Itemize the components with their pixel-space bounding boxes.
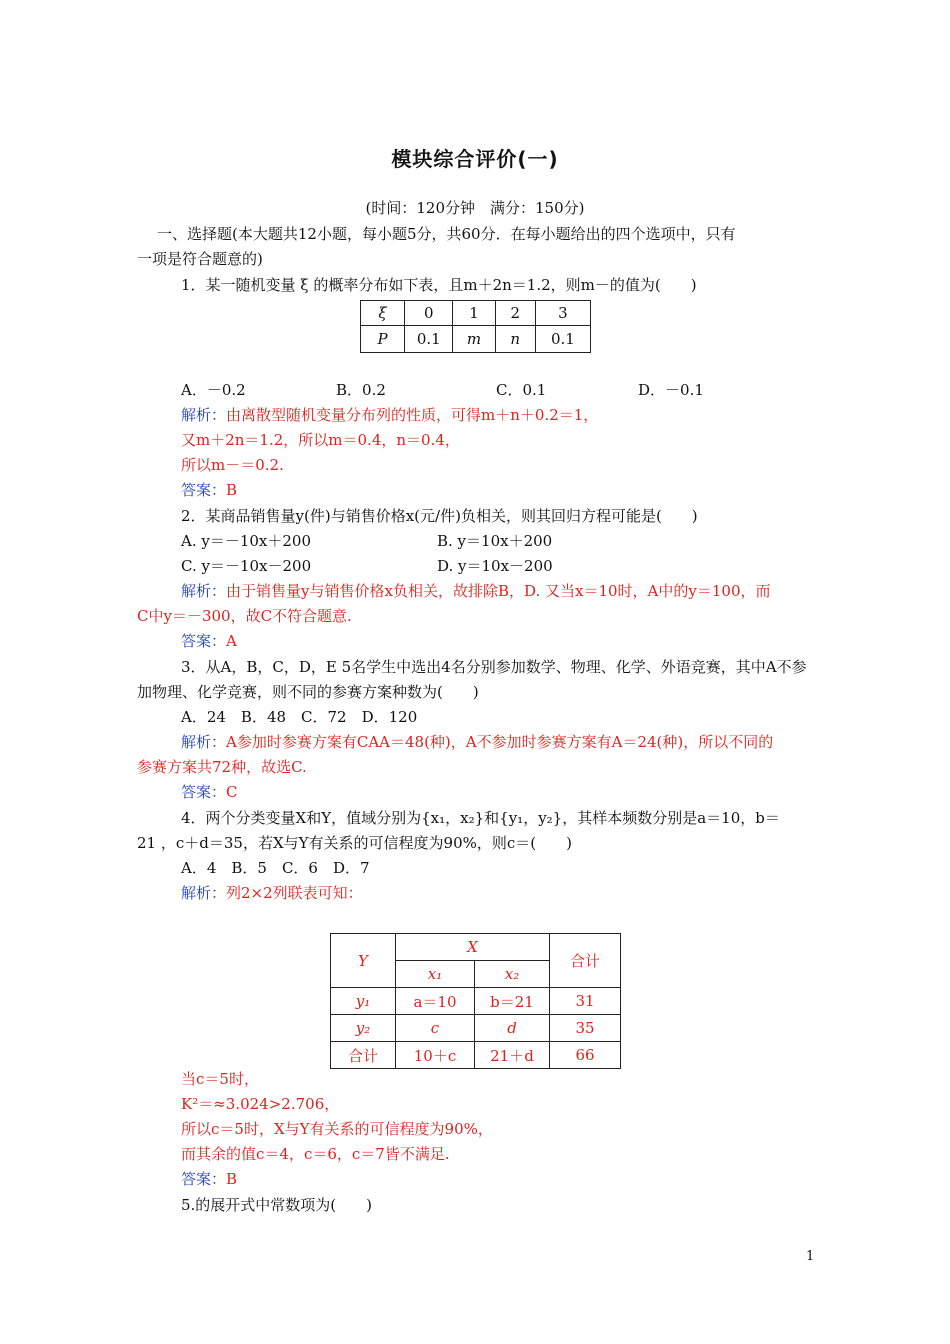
table-cell: 2 xyxy=(495,301,535,326)
table-cell: b＝21 xyxy=(475,988,550,1015)
q2-option-b: B. y＝10x＋200 xyxy=(437,532,553,550)
table-cell: 21＋d xyxy=(475,1042,550,1069)
q4-stem-cont: 21 ，c＋d＝35，若X与Y有关系的可信程度为90%，则c＝( ) xyxy=(137,834,572,852)
q2-stem: 2．某商品销售量y(件)与销售价格x(元/件)负相关，则其回归方程可能是( ) xyxy=(181,507,698,525)
table-cell: m xyxy=(453,326,495,353)
table-header-cell: 合计 xyxy=(550,934,621,988)
table-cell: 0 xyxy=(405,301,453,326)
answer-value: B xyxy=(226,1170,238,1188)
answer-value: A xyxy=(226,632,237,650)
table-cell: y₁ xyxy=(331,988,396,1015)
analysis-label: 解析： xyxy=(181,582,227,600)
table-cell: a＝10 xyxy=(396,988,475,1015)
analysis-label: 解析： xyxy=(181,733,227,751)
q4-contingency-table xyxy=(330,933,621,1069)
analysis-text: 当c＝5时， xyxy=(181,1070,259,1088)
table-cell: n xyxy=(495,326,535,353)
table-cell: 66 xyxy=(550,1042,621,1069)
q1-stem: 1．某一随机变量 ξ 的概率分布如下表，且m＋2n＝1.2，则m－的值为( ) xyxy=(181,276,697,294)
table-header-cell: x₁ xyxy=(396,961,475,988)
q2-option-d: D. y＝10x－200 xyxy=(437,557,553,575)
analysis-text: A参加时参赛方案有CAA＝48(种)，A不参加时参赛方案有A＝24(种)，所以不同的 xyxy=(226,733,774,751)
table-cell: ξ xyxy=(361,301,405,326)
q5-stem: 5.的展开式中常数项为( ) xyxy=(181,1196,373,1214)
table-header-cell: x₂ xyxy=(475,961,550,988)
analysis-text: 而其余的值c＝4，c＝6，c＝7皆不满足. xyxy=(181,1145,450,1163)
q4-stem: 4．两个分类变量X和Y，值域分别为{x₁，x₂}和{y₁，y₂}，其样本频数分别是a＝10，b＝ xyxy=(181,809,780,827)
time-score-note: (时间：120分钟 满分：150分) xyxy=(365,199,585,217)
q1-distribution-table xyxy=(360,300,591,353)
section-heading-line1: 一、选择题(本大题共12小题，每小题5分，共60分．在每小题给出的四个选项中，只有 xyxy=(157,225,736,243)
q3-stem: 3．从A，B，C，D，E 5名学生中选出4名分别参加数学、物理、化学、外语竞赛，其中A不参 xyxy=(181,658,807,676)
table-cell: 35 xyxy=(550,1015,621,1042)
table-header-cell: X xyxy=(396,934,550,961)
table-cell: 10＋c xyxy=(396,1042,475,1069)
table-cell: d xyxy=(475,1015,550,1042)
answer-label: 答案： xyxy=(181,1170,227,1188)
analysis-label: 解析： xyxy=(181,884,227,902)
answer-label: 答案： xyxy=(181,632,227,650)
q3-options: A．24 B．48 C．72 D．120 xyxy=(181,708,418,726)
table-cell: 31 xyxy=(550,988,621,1015)
table-corner-cell: Y xyxy=(331,934,396,988)
analysis-text: 所以c＝5时，X与Y有关系的可信程度为90%， xyxy=(181,1120,493,1138)
table-cell: P xyxy=(361,326,405,353)
analysis-text: 又m＋2n＝1.2，所以m＝0.4，n＝0.4， xyxy=(181,431,460,449)
q1-option-b: B．0.2 xyxy=(336,381,386,399)
analysis-text: 由于销售量y与销售价格x负相关，故排除B，D. 又当x＝10时，A中的y＝100，而 xyxy=(226,582,771,600)
analysis-label: 解析： xyxy=(181,406,227,424)
table-cell: 3 xyxy=(535,301,590,326)
answer-label: 答案： xyxy=(181,783,227,801)
answer-value: C xyxy=(226,783,238,801)
analysis-text: 由离散型随机变量分布列的性质，可得m＋n＋0.2＝1， xyxy=(226,406,599,424)
table-cell: 1 xyxy=(453,301,495,326)
table-cell: 合计 xyxy=(331,1042,396,1069)
q4-options: A．4 B．5 C．6 D．7 xyxy=(181,859,370,877)
analysis-text: 列2×2列联表可知： xyxy=(226,884,363,902)
answer-value: B xyxy=(226,481,238,499)
q1-option-a: A．－0.2 xyxy=(181,381,246,399)
answer-label: 答案： xyxy=(181,481,227,499)
q1-option-d: D．－0.1 xyxy=(638,381,704,399)
section-heading-line2: 一项是符合题意的) xyxy=(137,250,263,268)
table-cell: c xyxy=(396,1015,475,1042)
analysis-text: 所以m－＝0.2. xyxy=(181,456,284,474)
table-cell: y₂ xyxy=(331,1015,396,1042)
page-title: 模块综合评价(一) xyxy=(391,147,559,171)
analysis-text: K²＝≈3.024>2.706， xyxy=(181,1095,340,1113)
q2-option-c: C. y＝－10x－200 xyxy=(181,557,312,575)
page-number: 1 xyxy=(806,1249,815,1264)
q1-option-c: C．0.1 xyxy=(496,381,547,399)
analysis-text: 参赛方案共72种，故选C. xyxy=(137,758,307,776)
q2-option-a: A. y＝－10x＋200 xyxy=(181,532,312,550)
analysis-text: C中y＝－300，故C不符合题意. xyxy=(137,607,352,625)
q3-stem-cont: 加物理、化学竞赛，则不同的参赛方案种数为( ) xyxy=(137,683,479,701)
table-cell: 0.1 xyxy=(535,326,590,353)
table-cell: 0.1 xyxy=(405,326,453,353)
